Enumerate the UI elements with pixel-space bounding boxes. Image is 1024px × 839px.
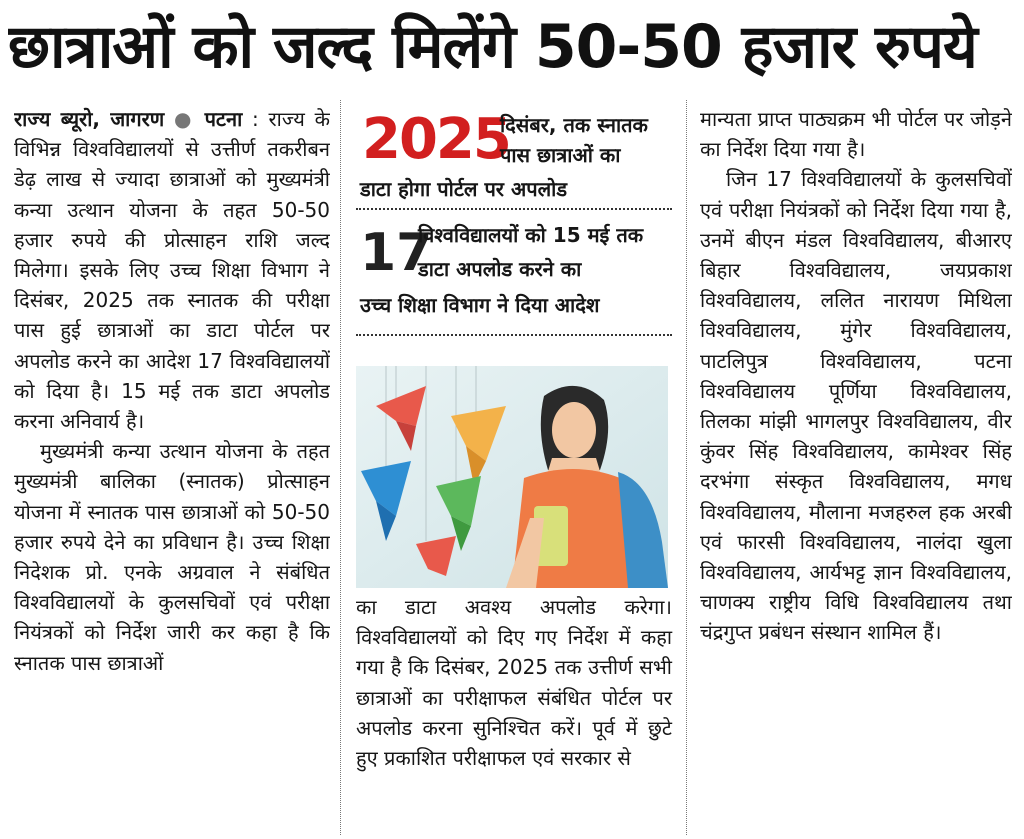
subhead-text: दिसंबर, तक स्नातक पास छात्राओं का	[500, 113, 648, 167]
student-girl-with-paper-birds-illustration	[356, 366, 668, 588]
article-column-1	[14, 104, 330, 834]
column-divider	[686, 100, 687, 835]
article-column-2-continued	[356, 592, 672, 773]
paragraph-text: : राज्य के विभिन्न विश्वविद्यालयों से उत्तीर्ण तकरीबन डेढ़ लाख से ज्यादा छात्राओं को मुख्यमंत्री कन्या उत्थान योजना के तहत 50-50 हजार रुपये की प्रोत्साहन राशि जल्द मिलेगा। इसके लिए उच्च शिक्षा विभाग ने दिसंबर, 2025 तक स्नातक की परीक्षा पास हुई छात्राओं का डाटा पोर्टल पर अपलोड करने का आदेश 17 विश्वविद्यालयों को दिया है। 15 मई तक डाटा अपलोड करना अनिवार्य है।	[14, 107, 330, 434]
subhead-text: उच्च शिक्षा विभाग ने दिया आदेश	[360, 293, 600, 317]
article-paragraph: मान्यता प्राप्त पाठ्यक्रम भी पोर्टल पर जोड़ने का निर्देश दिया गया है।	[700, 107, 1012, 162]
dateline-city: पटना	[204, 107, 243, 131]
subhead-box-1	[356, 104, 672, 210]
subhead-big-number: 17	[360, 223, 433, 283]
subhead-box-2	[356, 216, 672, 336]
byline: राज्य ब्यूरो, जागरण	[14, 107, 165, 131]
column-divider	[340, 100, 341, 835]
article-column-2	[356, 104, 672, 364]
article-paragraph: मुख्यमंत्री कन्या उत्थान योजना के तहत मुख्यमंत्री बालिका (स्नातक) प्रोत्साहन योजना में स्नातक पास छात्राओं को 50-50 हजार रुपये देने का प्रविधान है। उच्च शिक्षा निदेशक प्रो. एनके अग्रवाल ने संबंधित विश्वविद्यालयों के कुलसचिवों एवं परीक्षा नियंत्रकों को निर्देश जारी कर कहा है कि स्नातक पास छात्राओं	[14, 439, 330, 675]
subhead-text: विश्वविद्यालयों को 15 मई तक डाटा अपलोड करने का	[418, 223, 644, 281]
article-paragraph: का डाटा अवश्य अपलोड करेगा। विश्वविद्यालयों को दिए गए निर्देश में कहा गया है कि दिसंबर, 2025 तक उत्तीर्ण सभी छात्राओं का परीक्षाफल संबंधित पोर्टल पर अपलोड करना सुनिश्चित करें। पूर्व में छुटे हुए प्रकाशित परीक्षाफल एवं सरकार से	[356, 595, 672, 771]
subhead-text: डाटा होगा पोर्टल पर अपलोड	[360, 177, 568, 201]
article-paragraph: जिन 17 विश्वविद्यालयों के कुलसचिवों एवं परीक्षा नियंत्रकों को निर्देश दिया गया है, उनमें बीएन मंडल विश्वविद्यालय, बीआरए बिहार विश्वविद्यालय, जयप्रकाश विश्वविद्यालय, ललित नारायण मिथिला विश्वविद्यालय, मुंगेर विश्वविद्यालय, पाटलिपुत्र विश्वविद्यालय, पटना विश्वविद्यालय पूर्णिया विश्वविद्यालय, तिलका मांझी भागलपुर विश्वविद्यालय, वीर कुंवर सिंह विश्वविद्यालय, कामेश्वर सिंह दरभंगा संस्कृत विश्वविद्यालय, मगध विश्वविद्यालय, मौलाना मजहरुल हक अरबी एवं फारसी विश्वविद्यालय, नालंदा खुला विश्वविद्यालय, आर्यभट्ट ज्ञान विश्वविद्यालय, चाणक्य राष्ट्रीय विधि विश्वविद्यालय तथा चंद्रगुप्त प्रबंधन संस्थान शामिल हैं।	[700, 167, 1012, 645]
article-column-3	[700, 104, 1012, 834]
bullet-dot-icon: ●	[174, 107, 195, 131]
article-paragraph	[14, 104, 330, 436]
subhead-big-number: 2025	[362, 107, 510, 172]
page-headline: छात्राओं को जल्द मिलेंगे 50-50 हजार रुपये	[8, 12, 977, 82]
